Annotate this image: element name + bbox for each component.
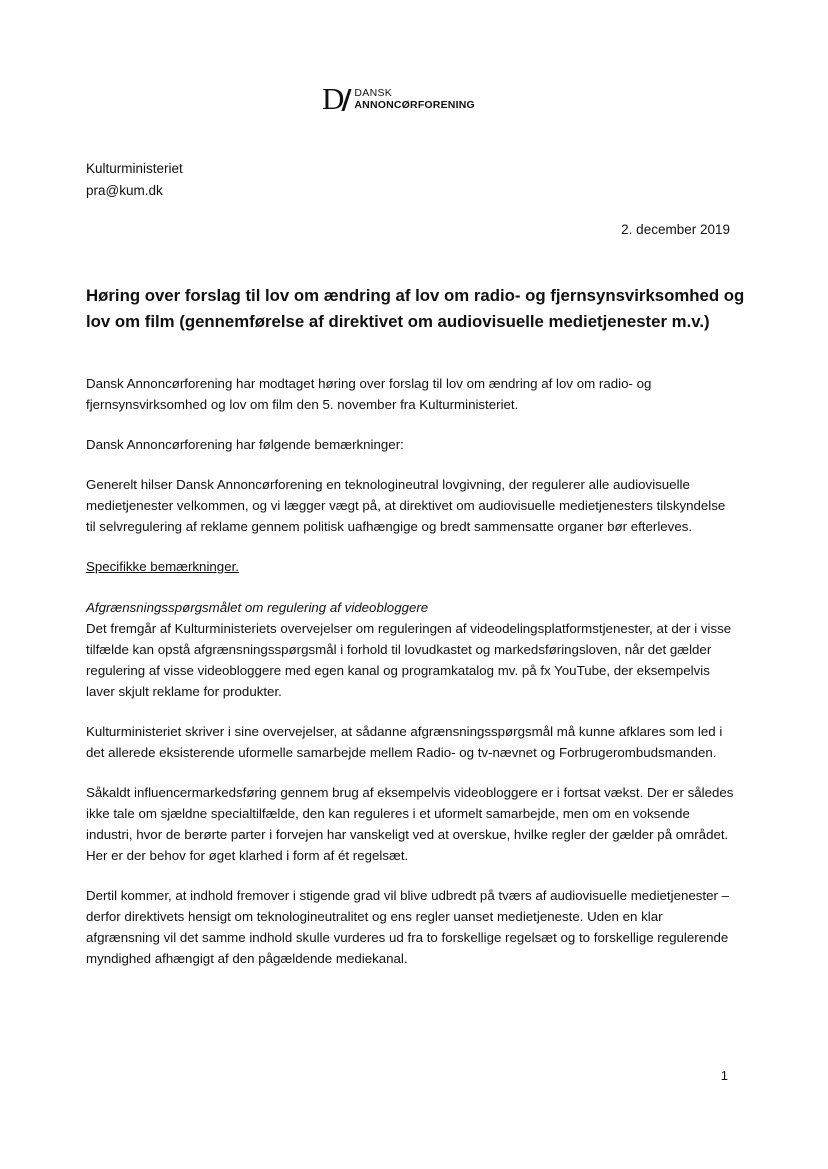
paragraph-influencer: Såkaldt influencermarkedsføring gennem brug af eksempelvis videobloggere er i fortsat vækst. Der er således ikke tale om sjældne specialtilfælde, den kan reguleres i et uformelt samarbejde, men om en voksende industri, hvor de berørte parter i forvejen har vanskeligt ved at overskue, hvilke regler der gælder på området. Her er der behov for øget klarhed i form af ét regelsæt. xyxy=(86,785,734,863)
recipient-name: Kulturministeriet xyxy=(86,161,183,176)
subheading-videobloggers: Afgrænsningsspørgsmålet om regulering af videobloggere xyxy=(86,600,429,615)
organization-logo xyxy=(322,82,475,116)
letter-body xyxy=(86,373,736,969)
paragraph-ministry-view: Kulturministeriet skriver i sine overvejelser, at sådanne afgrænsningsspørgsmål må kunne afklares som led i det allerede eksisterende uformelle samarbejde mellem Radio- og tv-nævnet og Forbrugerombudsmanden. xyxy=(86,724,723,760)
logo-mark: D xyxy=(322,81,344,116)
recipient-block xyxy=(86,158,183,202)
document-title: Høring over forslag til lov om ændring af lov om radio- og fjernsynsvirksomhed og lov om film (gennemførelse af direktivet om audiovisuelle medietjenester m.v.) xyxy=(86,286,745,331)
paragraph-remarks-lead: Dansk Annoncørforening har følgende bemærkninger: xyxy=(86,437,404,452)
logo-line-2: ANNONCØRFORENING xyxy=(354,99,475,111)
paragraph-general: Generelt hilser Dansk Annoncørforening en teknologineutral lovgivning, der regulerer alle audiovisuelle medietjenester velkommen, og vi lægger vægt på, at direktivet om audiovisuelle medietjenesters tilskyndelse til selvregulering af reklame gennem politisk uafhængige og bredt sammensatte organer bør efterleves. xyxy=(86,477,726,534)
recipient-email: pra@kum.dk xyxy=(86,183,163,198)
logo-line-1: DANSK xyxy=(354,87,393,99)
letter-date: 2. december 2019 xyxy=(621,222,730,237)
section-heading-specific: Specifikke bemærkninger. xyxy=(86,559,239,574)
paragraph-videobloggers: Det fremgår af Kulturministeriets overvejelser om reguleringen af videodelingsplatformstjenester, at der i visse tilfælde kan opstå afgrænsningsspørgsmål i forhold til lovudkastet og markedsføringsloven, når det gælder regulering af visse videobloggere med egen kanal og programkatalog mv. på fx YouTube, der eksempelvis laver skjult reklame for produkter. xyxy=(86,621,732,699)
paragraph-technology-neutral: Dertil kommer, at indhold fremover i stigende grad vil blive udbredt på tværs af audiovisuelle medietjenester – derfor direktivets hensigt om teknologineutralitet og ens regler uanset medietjeneste. Uden en klar afgrænsning vil det samme indhold skulle vurderes ud fra to forskellige regelsæt og to forskellige regulerende myndighed afhængigt af den pågældende mediekanal. xyxy=(86,888,730,966)
page-number: 1 xyxy=(720,1068,728,1083)
paragraph-intro: Dansk Annoncørforening har modtaget høring over forslag til lov om ændring af lov om radio- og fjernsynsvirksomhed og lov om film den 5. november fra Kulturministeriet. xyxy=(86,376,652,412)
logo-wordmark xyxy=(354,87,474,111)
